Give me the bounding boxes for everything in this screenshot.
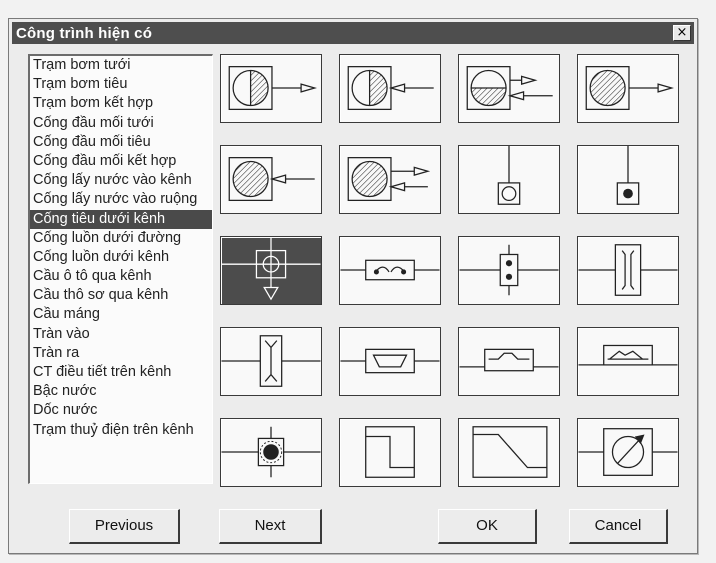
symbol-grid — [220, 54, 679, 487]
hydropower-icon — [578, 419, 678, 486]
symbol-cell[interactable] — [220, 145, 322, 214]
pump-irrigation-icon — [221, 55, 321, 122]
symbol-cell[interactable] — [458, 54, 560, 123]
drain-under-canal-icon — [221, 237, 321, 304]
next-button-label: Next — [254, 517, 286, 534]
symbol-cell[interactable] — [577, 236, 679, 305]
symbol-cell[interactable] — [220, 236, 322, 305]
structure-type-list[interactable] — [28, 54, 213, 484]
cancel-button[interactable] — [569, 509, 668, 544]
headworks-irrigation-icon — [578, 55, 678, 122]
list-item[interactable]: Cống đầu mối kết hợp — [33, 152, 177, 169]
close-button[interactable]: × — [673, 25, 691, 41]
symbol-cell[interactable] — [458, 327, 560, 396]
symbol-cell[interactable] — [458, 236, 560, 305]
symbol-cell[interactable] — [220, 327, 322, 396]
symbol-cell[interactable] — [577, 145, 679, 214]
symbol-cell[interactable] — [220, 54, 322, 123]
list-item[interactable]: Dốc nước — [33, 402, 98, 419]
headworks-combined-icon — [340, 146, 440, 213]
chute-icon — [459, 419, 559, 486]
ok-button-label: OK — [476, 517, 498, 534]
field-intake-icon — [578, 146, 678, 213]
drop-structure-icon — [340, 419, 440, 486]
footbridge-icon — [221, 328, 321, 395]
previous-button-label: Previous — [94, 517, 154, 534]
list-item[interactable]: CT điều tiết trên kênh — [33, 364, 172, 380]
list-item[interactable]: Cống tiêu dưới kênh — [30, 210, 212, 229]
list-item[interactable]: Trạm bơm tưới — [33, 57, 131, 73]
culvert-under-canal-icon — [459, 237, 559, 304]
list-item[interactable]: Tràn vào — [33, 325, 90, 342]
title-bar — [12, 22, 694, 44]
list-item[interactable]: Bậc nước — [33, 383, 97, 400]
list-item[interactable]: Cống đầu mối tưới — [33, 114, 154, 131]
symbol-cell[interactable] — [577, 54, 679, 123]
symbol-cell[interactable] — [339, 54, 441, 123]
symbol-cell[interactable] — [220, 418, 322, 487]
next-button[interactable] — [219, 509, 322, 544]
road-bridge-icon — [578, 237, 678, 304]
canal-intake-icon — [459, 146, 559, 213]
symbol-cell[interactable] — [458, 418, 560, 487]
pump-combined-icon — [459, 55, 559, 122]
symbol-cell[interactable] — [339, 418, 441, 487]
list-item[interactable]: Cầu ô tô qua kênh — [33, 268, 152, 285]
list-item[interactable]: Cầu thô sơ qua kênh — [33, 287, 169, 304]
aqueduct-icon — [340, 328, 440, 395]
spillway-in-icon — [459, 328, 559, 395]
regulator-icon — [221, 419, 321, 486]
dialog-title: Công trình hiện có — [16, 25, 153, 42]
list-item[interactable]: Cống luồn dưới kênh — [33, 248, 170, 265]
dialog-window — [8, 18, 698, 554]
spillway-out-icon — [578, 328, 678, 395]
ok-button[interactable] — [438, 509, 537, 544]
list-item[interactable]: Tràn ra — [33, 344, 80, 361]
list-item[interactable]: Cống lấy nước vào ruộng — [33, 191, 198, 208]
symbol-cell[interactable] — [577, 327, 679, 396]
list-item[interactable]: Trạm bơm tiêu — [33, 76, 128, 93]
list-item[interactable]: Cống luồn dưới đường — [33, 229, 182, 246]
list-item[interactable]: Cống đầu mối tiêu — [33, 133, 151, 150]
symbol-cell[interactable] — [458, 145, 560, 214]
pump-drainage-icon — [340, 55, 440, 122]
symbol-cell[interactable] — [339, 327, 441, 396]
culvert-under-road-icon — [340, 237, 440, 304]
symbol-cell[interactable] — [339, 145, 441, 214]
list-item[interactable]: Cầu máng — [33, 306, 100, 323]
symbol-cell[interactable] — [339, 236, 441, 305]
headworks-drainage-icon — [221, 146, 321, 213]
list-item[interactable]: Trạm bơm kết hợp — [33, 95, 154, 112]
previous-button[interactable] — [69, 509, 180, 544]
cancel-button-label: Cancel — [594, 517, 642, 534]
symbol-cell[interactable] — [577, 418, 679, 487]
list-item[interactable]: Trạm thuỷ điện trên kênh — [33, 421, 194, 438]
list-item[interactable]: Cống lấy nước vào kênh — [33, 172, 192, 189]
